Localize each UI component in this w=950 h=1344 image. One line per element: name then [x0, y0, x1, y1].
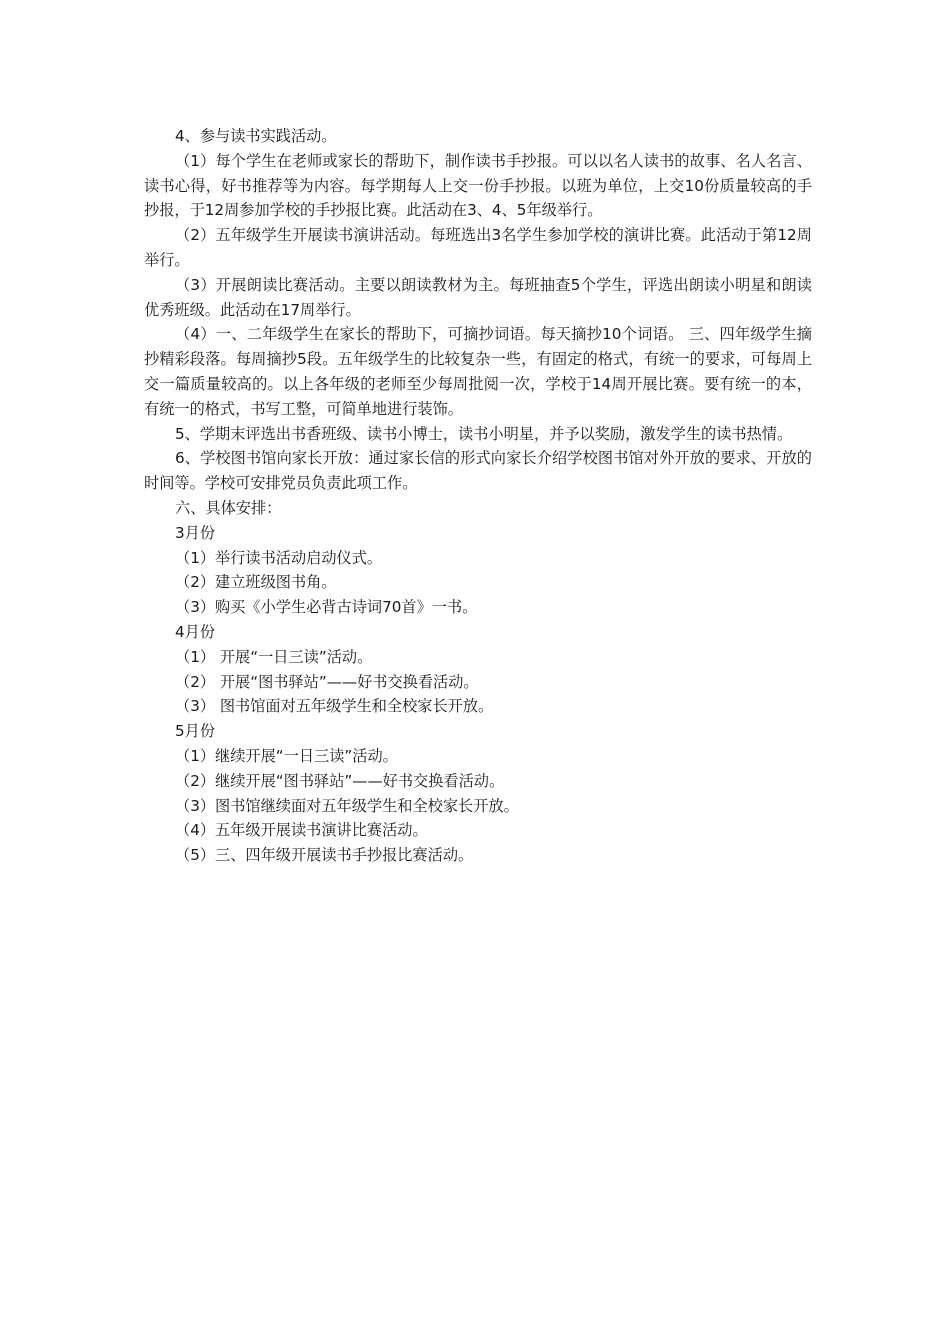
schedule-item: （1） 开展“一日三读”活动。 — [175, 647, 373, 666]
month-label-march: 3月份 — [175, 523, 216, 542]
month-label-may: 5月份 — [175, 722, 216, 741]
paragraph-item-6: 6、学校图书馆向家长开放：通过家长信的形式向家长介绍学校图书馆对外开放的要求、开放的时间等。学校可安排党员负责此项工作。 — [144, 449, 812, 493]
schedule-item: （3） 图书馆面对五年级学生和全校家长开放。 — [175, 697, 494, 716]
schedule-heading: 六、具体安排： — [175, 498, 282, 517]
schedule-item: （1）举行读书活动启动仪式。 — [175, 548, 383, 567]
paragraph-item-4-1: （1）每个学生在老师或家长的帮助下，制作读书手抄报。可以以名人读书的故事、名人名言、读书心得，好书推荐等为内容。每学期每人上交一份手抄报。以班为单位，上交10份质量较高的手抄报，于12周参加学校的手抄报比赛。此活动在3、4、5年级举行。 — [144, 151, 812, 220]
month-label-april: 4月份 — [175, 622, 216, 641]
paragraph-item-4-4: （4）一、二年级学生在家长的帮助下，可摘抄词语。每天摘抄10个词语。 三、四年级学生摘抄精彩段落。每周摘抄5段。五年级学生的比较复杂一些，有固定的格式，有统一的要求，可每周上交一篇质量较高的。以上各年级的老师至少每周批阅一次，学校于14周开展比赛。要有统一的本，有统一的格式，书写工整，可简单地进行装饰。 — [144, 325, 812, 418]
paragraph-item-4-3: （3）开展朗读比赛活动。主要以朗读教材为主。每班抽查5个学生，评选出朗读小明星和朗读优秀班级。此活动在17周举行。 — [144, 275, 812, 319]
schedule-item: （4）五年级开展读书演讲比赛活动。 — [175, 821, 428, 840]
document-body — [144, 124, 812, 868]
paragraph-item-4-2: （2）五年级学生开展读书演讲活动。每班选出3名学生参加学校的演讲比赛。此活动于第12周举行。 — [144, 226, 812, 269]
schedule-item: （3）购买《小学生必背古诗词70首》一书。 — [175, 598, 478, 617]
schedule-item: （2）建立班级图书角。 — [175, 573, 337, 592]
schedule-item: （2）继续开展“图书驿站”——好书交换看活动。 — [175, 771, 505, 790]
schedule-item: （1）继续开展“一日三读”活动。 — [175, 746, 398, 765]
schedule-item: （5）三、四年级开展读书手抄报比赛活动。 — [175, 846, 474, 865]
schedule-item: （2） 开展“图书驿站”——好书交换看活动。 — [175, 672, 479, 691]
paragraph-item-4: 4、参与读书实践活动。 — [175, 127, 337, 145]
schedule-item: （3）图书馆继续面对五年级学生和全校家长开放。 — [175, 796, 519, 815]
paragraph-item-5: 5、学期末评选出书香班级、读书小博士，读书小明星，并予以奖励，激发学生的读书热情。 — [175, 424, 793, 443]
